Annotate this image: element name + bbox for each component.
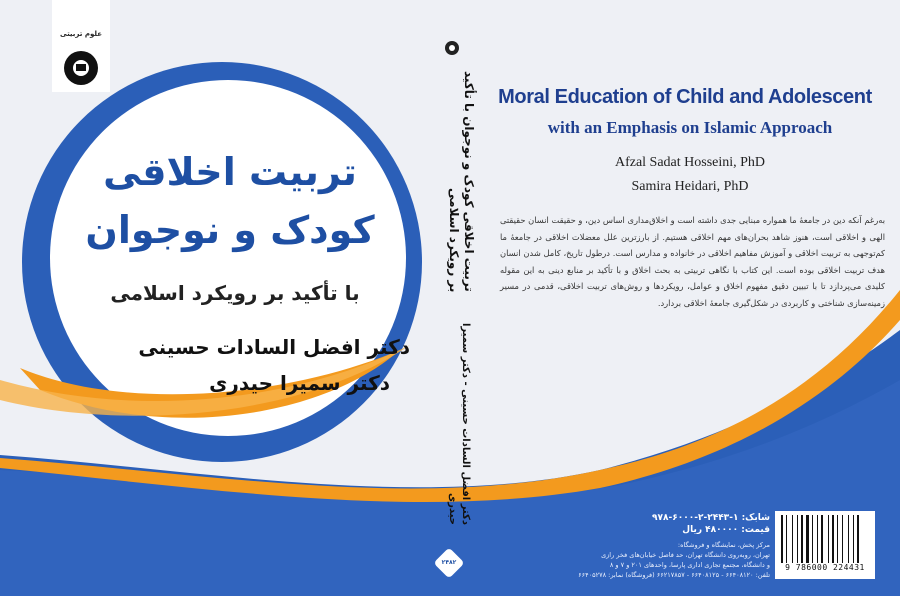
spine-number: ۲۴۸۲ [441,559,457,566]
barcode-bar [784,515,785,563]
price: قیمت: ۴۸۰۰۰۰ ریال [682,525,770,535]
barcode-bar [837,515,838,563]
barcode-bar [794,515,796,563]
barcode-bar [857,515,859,563]
barcode-bar [806,515,809,563]
title-english: Moral Education of Child and Adolescent [498,86,872,108]
barcode-bar [824,515,827,563]
barcode-number: 9 786000 224431 [785,563,865,572]
barcode-bar [850,515,852,563]
barcode-bar [799,515,800,563]
author1-english: Afzal Sadat Hosseini, PhD [614,155,766,170]
barcode-bar [810,515,811,563]
publisher-address [500,540,770,580]
barcode-bar [842,515,843,563]
isbn: شابک: ۱-۲۴۴۳-۲-۶۰۰۰-۹۷۸ [651,513,770,523]
author2-english: Samira Heidari, PhD [631,179,749,194]
barcode-bar [812,515,813,563]
address-line: مرکز پخش، نمایشگاه و فروشگاه: [677,541,770,549]
back-blurb: به‌رغم آنکه دین در جامعهٔ ما همواره مبنایی جدی داشته است و اخلاق‌مداری اساس دین، و حقیقت انسان حقیقتی الهی و اخلاقی است، هنوز شاهد بحران‌های مهم اخلاقی هستیم. از بارزترین علل معضلات اخلاقی در جامعهٔ ما کم‌توجهی به تربیت اخلاقی و آموزش مفاهیم اخلاقی در خانواده و مدارس است. درطول تاریخ، کامل شدن انسان هدف تربیت اخلاقی بوده است. این کتاب با نگاهی تربیتی به بحث اخلاق و با تأکید بر منابع دینی به این مقوله کلیدی می‌پردازد تا با تبیین دقیق مفهوم اخلاق و عوامل، رویکردها و روش‌های تربیت اخلاقی، قدمی در مسیر زمینه‌سازی شناختی و کاربردی در شکل‌گیری جامعهٔ اخلاقی بردارد. [500,215,885,308]
subtitle-english: with an Emphasis on Islamic Approach [547,118,833,137]
spine-title: تربیت اخلاقی کودک و نوجوان با تأکید بر رویکرد اسلامی [447,71,476,292]
barcode-bar [853,515,854,563]
barcode-bar [835,515,836,563]
barcode-bar [781,515,783,563]
barcode-bar [817,515,818,563]
barcode-bar [819,515,820,563]
subtitle-persian: با تأکید بر رویکرد اسلامی [110,281,360,305]
spine-number-badge [433,547,464,578]
barcode-bar [792,515,793,563]
barcode-bar [832,515,834,563]
barcode-bars [781,515,869,563]
publisher-label: علوم تربیتی [59,30,102,38]
barcode-bar [844,515,847,563]
barcode-bar [855,515,856,563]
title-persian-line2: کودک و نوجوان [85,208,375,252]
spine-authors: دکتر افضل السادات حسینی - دکتر سمیرا حیدری [447,323,471,525]
barcode-bar [828,515,829,563]
author1-persian: دکتر افضل السادات حسینی [138,335,410,359]
barcode-bar [830,515,831,563]
title-persian-line1: تربیت اخلاقی [103,150,357,194]
author2-persian: دکتر سمیرا حیدری [209,371,390,395]
address-line: و دانشگاه، مجتمع تجاری اداری پارسا، واحدهای ۲۰۱ و ۷ و ۸ [609,561,770,569]
barcode-bar [801,515,803,563]
barcode-bar [839,515,841,563]
barcode-bar [786,515,787,563]
barcode-bar [848,515,849,563]
address-line: تهران، روبه‌روی دانشگاه تهران، حد فاصل خیابان‌های فخر رازی [601,551,770,559]
barcode-bar [821,515,823,563]
barcode [775,511,875,579]
isbn-price [620,512,770,536]
barcode-bar [804,515,805,563]
barcode-bar [860,515,861,563]
barcode-bar [788,515,791,563]
barcode-bar [814,515,816,563]
address-line: تلفن: ۶۶۴۰۸۱۲۰ - ۶۶۴۰۸۱۲۵ - ۶۶۲۱۷۸۵۷ (فروشگاه) نمابر: ۶۶۴۰۵۲۷۸ [578,571,770,579]
barcode-bar [797,515,798,563]
